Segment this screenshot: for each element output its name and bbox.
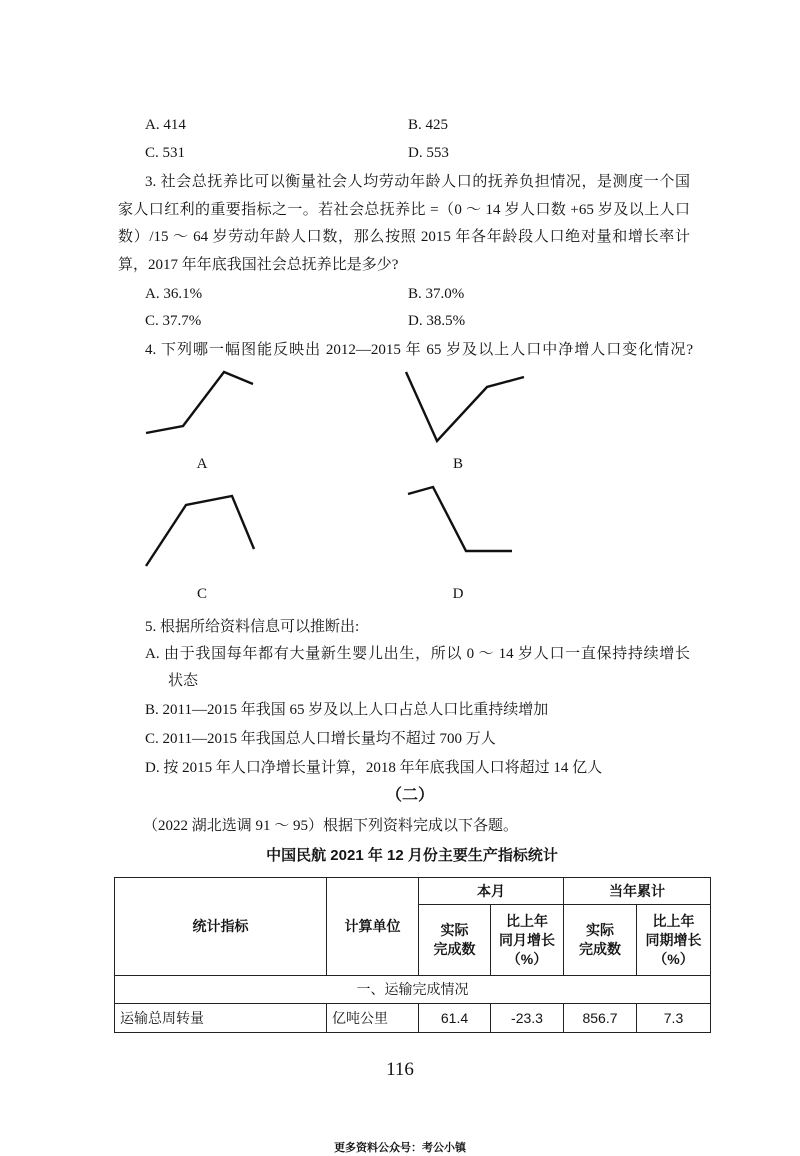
table-row [115, 1004, 711, 1033]
table-header-row [115, 878, 711, 905]
header-line: 完成数 [433, 941, 476, 957]
header-line: 比上年 [652, 912, 695, 929]
section-heading: （二） [385, 787, 434, 804]
header-ytd: 当年累计 [564, 878, 711, 905]
header-line: 比上年 [506, 912, 548, 929]
header-indicator: 统计指标 [115, 878, 327, 976]
graph-d-line [400, 480, 518, 558]
cell-ytd-actual: 856.7 [564, 1004, 637, 1033]
header-month-growth [491, 905, 564, 976]
graph-c-label: C [196, 586, 207, 602]
header-line: 同月增长 [499, 931, 555, 948]
q4-text: 4. 下列哪一幅图能反映出 2012—2015 年 65 岁及以上人口中净增人口变化情况? [145, 342, 693, 358]
q3-text-line: 算，2017 年年底我国社会总抚养比是多少? [118, 257, 399, 273]
q2-option-d: D. 553 [408, 145, 449, 161]
q2-option-b: B. 425 [408, 117, 449, 133]
header-line: 同期增长 [645, 931, 702, 948]
cell-indicator: 运输总周转量 [115, 1004, 327, 1033]
q3-option-a: A. 36.1% [145, 286, 203, 302]
q5-option-b: B. 2011—2015 年我国 65 岁及以上人口占总人口比重持续增加 [145, 702, 549, 718]
header-line: （%） [653, 950, 694, 967]
graph-a-label: A [196, 456, 208, 472]
graph-b-line [400, 365, 530, 447]
graph-a-line [140, 365, 260, 440]
header-line: （%） [506, 950, 548, 967]
q5-option-a-continued: 状态 [168, 673, 199, 689]
graph-d-label: D [452, 586, 464, 602]
q5-option-a: A. 由于我国每年都有大量新生婴儿出生，所以 0 ～ 14 岁人口一直保持持续增长 [145, 646, 690, 662]
header-this-month: 本月 [419, 878, 564, 905]
header-line: 实际 [440, 922, 469, 938]
table-section-row [115, 976, 711, 1004]
header-unit: 计算单位 [327, 878, 419, 976]
q5-option-d: D. 按 2015 年人口净增长量计算，2018 年年底我国人口将超过 14 亿人 [145, 760, 603, 776]
graph-b-label: B [452, 456, 463, 472]
q3-option-d: D. 38.5% [408, 313, 466, 329]
q3-option-c: C. 37.7% [145, 313, 202, 329]
q3-text-line: 家人口红利的重要指标之一。若社会总抚养比 =（0 ～ 14 岁人口数 +65 岁及以上人口 [118, 202, 690, 218]
header-line: 完成数 [579, 941, 621, 957]
cell-month-growth: -23.3 [491, 1004, 564, 1033]
stats-table [114, 877, 711, 1033]
q3-text-line: 数）/15 ～ 64 岁劳动年龄人口数，那么按照 2015 年各年龄段人口绝对量和增长率计 [118, 229, 690, 245]
q3-text-line: 3. 社会总抚养比可以衡量社会人均劳动年龄人口的抚养负担情况，是测度一个国 [145, 174, 690, 190]
section-row-label: 一、运输完成情况 [115, 976, 711, 1004]
header-ytd-actual [564, 905, 637, 976]
header-month-actual [419, 905, 491, 976]
header-line: 实际 [586, 922, 614, 938]
q3-option-b: B. 37.0% [408, 286, 465, 302]
graph-c-line [140, 490, 260, 572]
table-title: 中国民航 2021 年 12 月份主要生产指标统计 [266, 847, 558, 864]
footer-note: 更多资料公众号：考公小镇 [334, 1142, 466, 1154]
cell-month-actual: 61.4 [419, 1004, 491, 1033]
q2-option-c: C. 531 [145, 145, 186, 161]
section-intro: （2022 湖北选调 91 ～ 95）根据下列资料完成以下各题。 [143, 818, 519, 834]
header-ytd-growth [637, 905, 711, 976]
page-number: 116 [386, 1059, 414, 1080]
q5-option-c: C. 2011—2015 年我国总人口增长量均不超过 700 万人 [145, 731, 496, 747]
q2-option-a: A. 414 [145, 117, 186, 133]
cell-unit: 亿吨公里 [327, 1004, 419, 1033]
cell-ytd-growth: 7.3 [637, 1004, 711, 1033]
q5-text: 5. 根据所给资料信息可以推断出: [145, 619, 360, 635]
